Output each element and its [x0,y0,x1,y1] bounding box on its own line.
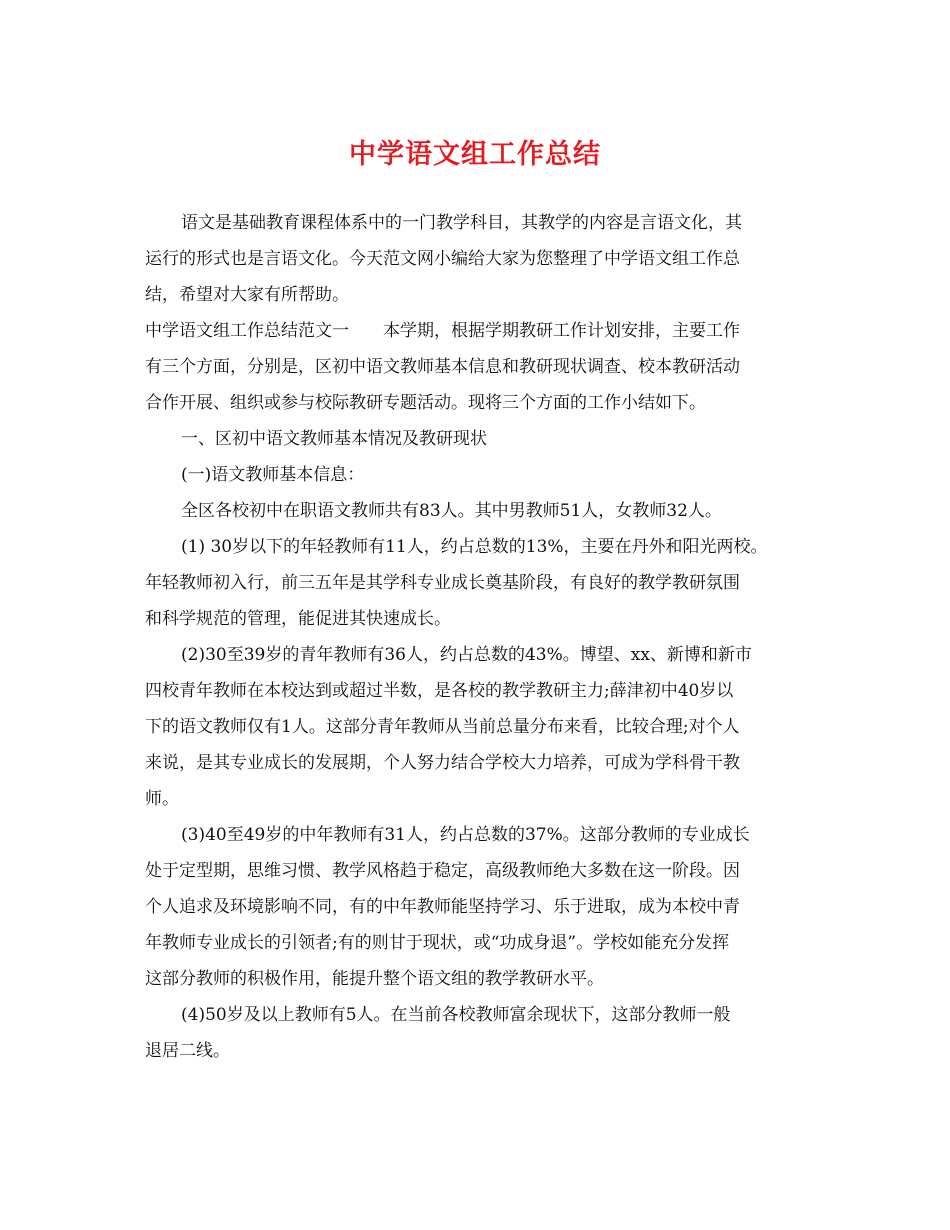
text-line: 处于定型期，思维习惯、教学风格趋于稳定，高级教师绝大多数在这一阶段。因 [145,861,740,881]
text-line: 和科学规范的管理，能促进其快速成长。 [145,609,451,629]
text-line: 运行的形式也是言语文化。今天范文网小编给大家为您整理了中学语文组工作总 [145,249,740,269]
text-line: 退居二线。 [145,1041,230,1061]
text-line: 全区各校初中在职语文教师共有83人。其中男教师51人，女教师32人。 [181,501,722,521]
text-line: (2)30至39岁的青年教师有36人，约占总数的43%。博望、xx、新博和新市 [181,645,752,665]
text-line: 语文是基础教育课程体系中的一门教学科目，其教学的内容是言语文化，其 [181,213,742,233]
text-line: 合作开展、组织或参与校际教研专题活动。现将三个方面的工作小结如下。 [145,393,706,413]
text-line: 这部分教师的积极作用，能提升整个语文组的教学教研水平。 [145,969,604,989]
text-line: (4)50岁及以上教师有5人。在当前各校教师富余现状下，这部分教师一般 [181,1005,731,1025]
text-line: 一、区初中语文教师基本情况及教研现状 [181,429,487,449]
text-line: 四校青年教师在本校达到或超过半数，是各校的教学教研主力;薛津初中40岁以 [145,681,734,701]
document-title: 中学语文组工作总结 [349,139,601,170]
text-line: (3)40至49岁的中年教师有31人，约占总数的37%。这部分教师的专业成长 [181,825,750,845]
text-line: 年轻教师初入行，前三五年是其学科专业成长奠基阶段，有良好的教学教研氛围 [145,573,740,593]
text-line: 下的语文教师仅有1人。这部分青年教师从当前总量分布来看，比较合理;对个人 [145,717,740,737]
text-line: (一)语文教师基本信息： [181,465,365,485]
text-line: 有三个方面，分别是，区初中语文教师基本信息和教研现状调查、校本教研活动 [145,357,740,377]
text-line: (1) 30岁以下的年轻教师有11人，约占总数的13%，主要在丹外和阳光两校。 [181,537,768,557]
text-line: 师。 [145,789,179,809]
text-line: 结，希望对大家有所帮助。 [145,285,349,305]
document-body [145,205,810,1069]
text-line: 来说，是其专业成长的发展期，个人努力结合学校大力培养，可成为学科骨干教 [145,753,740,773]
text-line: 年教师专业成长的引领者;有的则甘于现状，或“功成身退”。学校如能充分发挥 [145,933,730,953]
text-line: 个人追求及环境影响不同，有的中年教师能坚持学习、乐于进取，成为本校中青 [145,897,740,917]
text-line: 中学语文组工作总结范文一 本学期，根据学期教研工作计划安排，主要工作 [145,321,740,341]
